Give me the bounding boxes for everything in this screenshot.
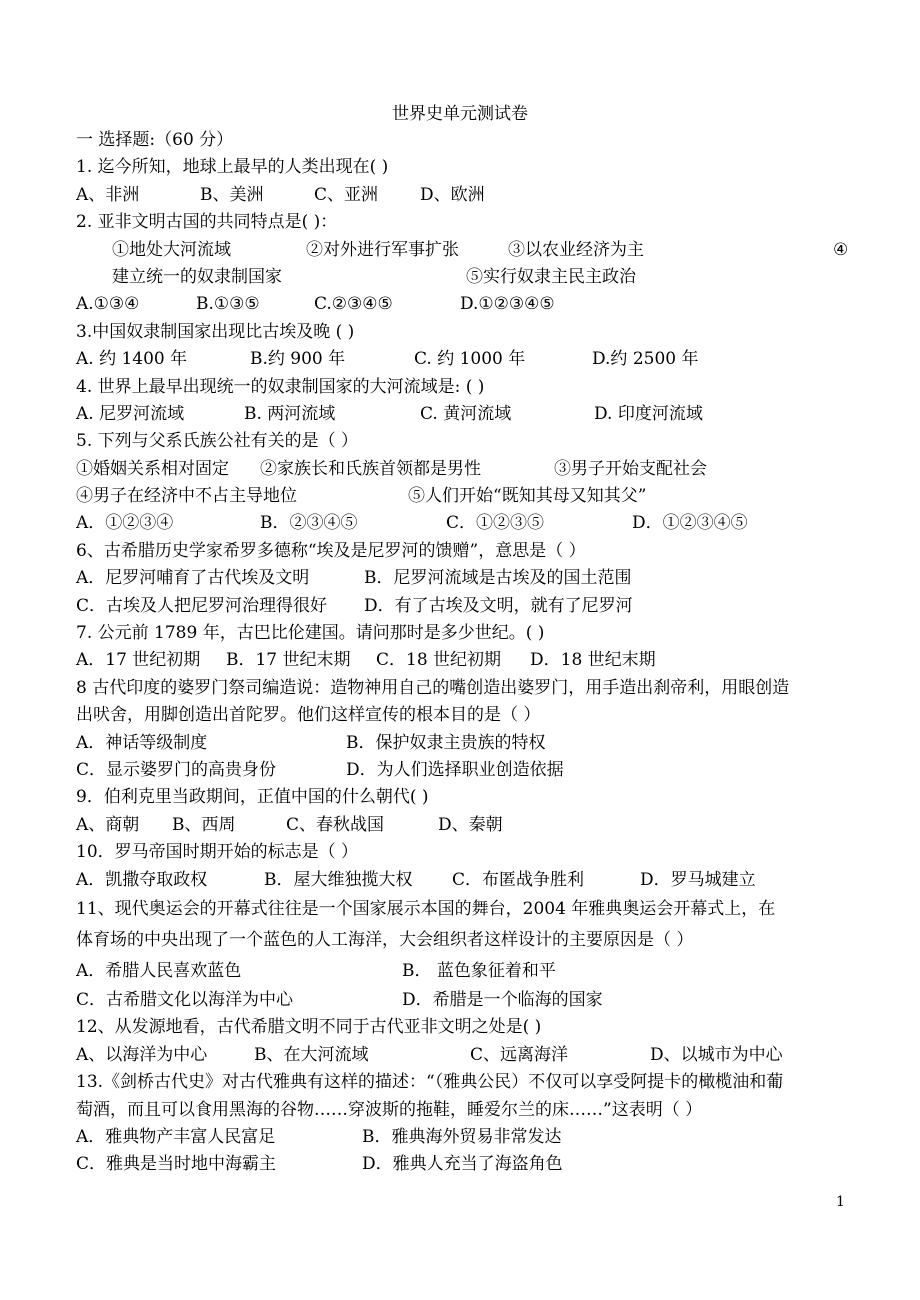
question-8-options-line-2: [76, 757, 856, 784]
question-8-stem-line-1: 8 古代印度的婆罗门祭司编造说：造物神用自己的嘴创造出婆罗门，用手造出刹帝利，用眼创造: [76, 677, 790, 698]
option-c: C．雅典是当时地中海霸主: [76, 1154, 277, 1175]
option-a: A．凯撒夺取政权: [76, 869, 208, 890]
question-13-options-line-1: [76, 1124, 856, 1151]
question-6-options-line-2: [76, 593, 856, 620]
option-b: B.约 900 年: [250, 349, 346, 370]
question-9-options: [76, 812, 856, 839]
question-5-stem: 5. 下列与父系氏族公社有关的是（ ）: [76, 431, 359, 452]
question-6-options-line-1: [76, 565, 856, 592]
option-d: D．有了古埃及文明，就有了尼罗河: [364, 595, 633, 616]
option-c: C. 黄河流域: [420, 403, 512, 424]
option-c: C. 约 1000 年: [414, 349, 526, 370]
option-b: B．屋大维独揽大权: [264, 869, 413, 890]
item-1: ①婚姻关系相对固定: [76, 458, 229, 479]
option-b: B． 蓝色象征着和平: [402, 960, 556, 981]
question-2-items-line-2: [76, 264, 856, 291]
question-13-stem-line-2: 萄酒，而且可以食用黑海的谷物……穿波斯的拖鞋，睡爱尔兰的床……”这表明（ ）: [76, 1099, 703, 1120]
option-d: D、欧洲: [420, 184, 485, 205]
option-a: A.①③④: [76, 294, 140, 315]
question-11-stem-line-1: 11、现代奥运会的开幕式往往是一个国家展示本国的舞台，2004 年雅典奥运会开幕式上，在: [76, 898, 776, 919]
question-6-stem: 6、古希腊历史学家希罗多德称“埃及是尼罗河的馈赠”，意思是（ ）: [76, 540, 586, 561]
option-c: C、远离海洋: [470, 1044, 569, 1065]
question-7-options: [76, 647, 856, 674]
option-a: A．尼罗河哺育了古代埃及文明: [76, 568, 310, 589]
option-d: D．罗马城建立: [640, 869, 756, 890]
question-7-stem: 7. 公元前 1789 年，古巴比伦建国。请问那时是多少世纪。( ): [76, 623, 545, 644]
option-b: B．保护奴隶主贵族的特权: [346, 732, 546, 753]
question-13-stem-line-1: 13.《剑桥古代史》对古代雅典有这样的描述：“（雅典公民）不仅可以享受阿提卡的橄榄油和葡: [76, 1072, 784, 1093]
question-5-items-line-1: [76, 456, 856, 483]
question-2-stem: 2. 亚非文明古国的共同特点是( )：: [76, 212, 338, 233]
option-d: D．为人们选择职业创造依据: [346, 759, 564, 780]
option-d: D．①②③④⑤: [632, 513, 748, 534]
item-5: ⑤实行奴隶主民主政治: [466, 266, 636, 287]
option-b: B．17 世纪末期: [226, 650, 351, 671]
option-d: D．雅典人充当了海盗角色: [362, 1154, 563, 1175]
item-4-marker: ④: [833, 239, 849, 260]
question-5-options: [76, 510, 856, 537]
option-a: A. 约 1400 年: [76, 349, 188, 370]
item-2: ②家族长和氏族首领都是男性: [260, 458, 481, 479]
option-d: D．18 世纪末期: [530, 650, 656, 671]
option-a: A．雅典物产丰富人民富足: [76, 1126, 276, 1147]
option-c: C．显示婆罗门的高贵身份: [76, 759, 277, 780]
item-3: ③男子开始支配社会: [554, 458, 707, 479]
question-11-options-line-2: [76, 987, 856, 1014]
option-b: B.①③⑤: [196, 294, 260, 315]
option-a: A、商朝: [76, 814, 140, 835]
question-11-stem-line-2: 体育场的中央出现了一个蓝色的人工海洋，大会组织者这样设计的主要原因是（ ）: [76, 929, 694, 950]
question-4-stem: 4. 世界上最早出现统一的奴隶制国家的大河流域是: ( ): [76, 376, 485, 397]
option-b: B、美洲: [200, 184, 264, 205]
option-d: D. 印度河流域: [594, 403, 703, 424]
question-8-stem-line-2: 出吠舍，用脚创造出首陀罗。他们这样宣传的根本目的是（ ）: [76, 705, 541, 726]
question-12-stem: 12、从发源地看，古代希腊文明不同于古代亚非文明之处是( ): [76, 1017, 542, 1038]
question-1-options: [76, 182, 856, 209]
question-3-stem: 3.中国奴隶制国家出现比古埃及晚 ( ): [76, 321, 355, 342]
option-d: D、秦朝: [438, 814, 503, 835]
option-c: C．古希腊文化以海洋为中心: [76, 989, 294, 1010]
question-2-options: [76, 291, 856, 318]
item-4: ④男子在经济中不占主导地位: [76, 486, 297, 507]
question-1-stem: 1. 迄今所知，地球上最早的人类出现在( ): [76, 157, 389, 178]
option-a: A．希腊人民喜欢蓝色: [76, 960, 242, 981]
option-c: C.②③④⑤: [314, 294, 393, 315]
option-c: C、春秋战国: [286, 814, 385, 835]
option-c: C．古埃及人把尼罗河治理得很好: [76, 595, 328, 616]
item-1: ①地处大河流域: [112, 239, 231, 260]
option-b: B．尼罗河流域是古埃及的国土范围: [364, 568, 632, 589]
question-9-stem: 9．伯利克里当政期间，正值中国的什么朝代( ): [76, 787, 429, 808]
item-4-text: 建立统一的奴隶制国家: [112, 266, 282, 287]
section-heading: 一 选择题:（60 分）: [76, 130, 234, 150]
question-3-options: [76, 346, 856, 373]
option-c: C．18 世纪初期: [376, 650, 502, 671]
option-a: A、以海洋为中心: [76, 1044, 208, 1065]
option-a: A. 尼罗河流域: [76, 403, 185, 424]
item-3: ③以农业经济为主: [508, 239, 644, 260]
item-2: ②对外进行军事扩张: [306, 239, 459, 260]
question-11-options-line-1: [76, 956, 856, 987]
option-b: B．②③④⑤: [260, 513, 358, 534]
question-4-options: [76, 401, 856, 428]
question-list: [76, 127, 856, 1179]
question-8-options-line-1: [76, 730, 856, 757]
option-a: A．①②③④: [76, 513, 174, 534]
question-10-options: [76, 867, 856, 894]
option-c: C、亚洲: [314, 184, 379, 205]
question-10-stem: 10．罗马帝国时期开始的标志是（ ）: [76, 842, 359, 863]
option-d: D.①②③④⑤: [460, 294, 555, 315]
option-d: D．希腊是一个临海的国家: [402, 989, 603, 1010]
option-c: C．布匿战争胜利: [452, 869, 585, 890]
item-5: ⑤人们开始“既知其母又知其父”: [408, 486, 647, 507]
option-c: C．①②③⑤: [446, 513, 545, 534]
question-12-options: [76, 1042, 856, 1069]
option-a: A、非洲: [76, 184, 140, 205]
page-title: 世界史单元测试卷: [392, 104, 528, 124]
option-b: B、在大河流域: [254, 1044, 369, 1065]
option-a: A．神话等级制度: [76, 732, 208, 753]
question-13-options-line-2: [76, 1151, 856, 1178]
option-b: B. 两河流域: [244, 403, 336, 424]
option-a: A．17 世纪初期: [76, 650, 201, 671]
option-d: D、以城市为中心: [650, 1044, 783, 1065]
option-b: B．雅典海外贸易非常发达: [362, 1126, 562, 1147]
page-number: 1: [836, 1194, 845, 1210]
option-b: B、西周: [172, 814, 236, 835]
option-d: D.约 2500 年: [592, 349, 699, 370]
question-5-items-line-2: [76, 483, 856, 510]
question-2-items-line-1: [76, 237, 856, 264]
